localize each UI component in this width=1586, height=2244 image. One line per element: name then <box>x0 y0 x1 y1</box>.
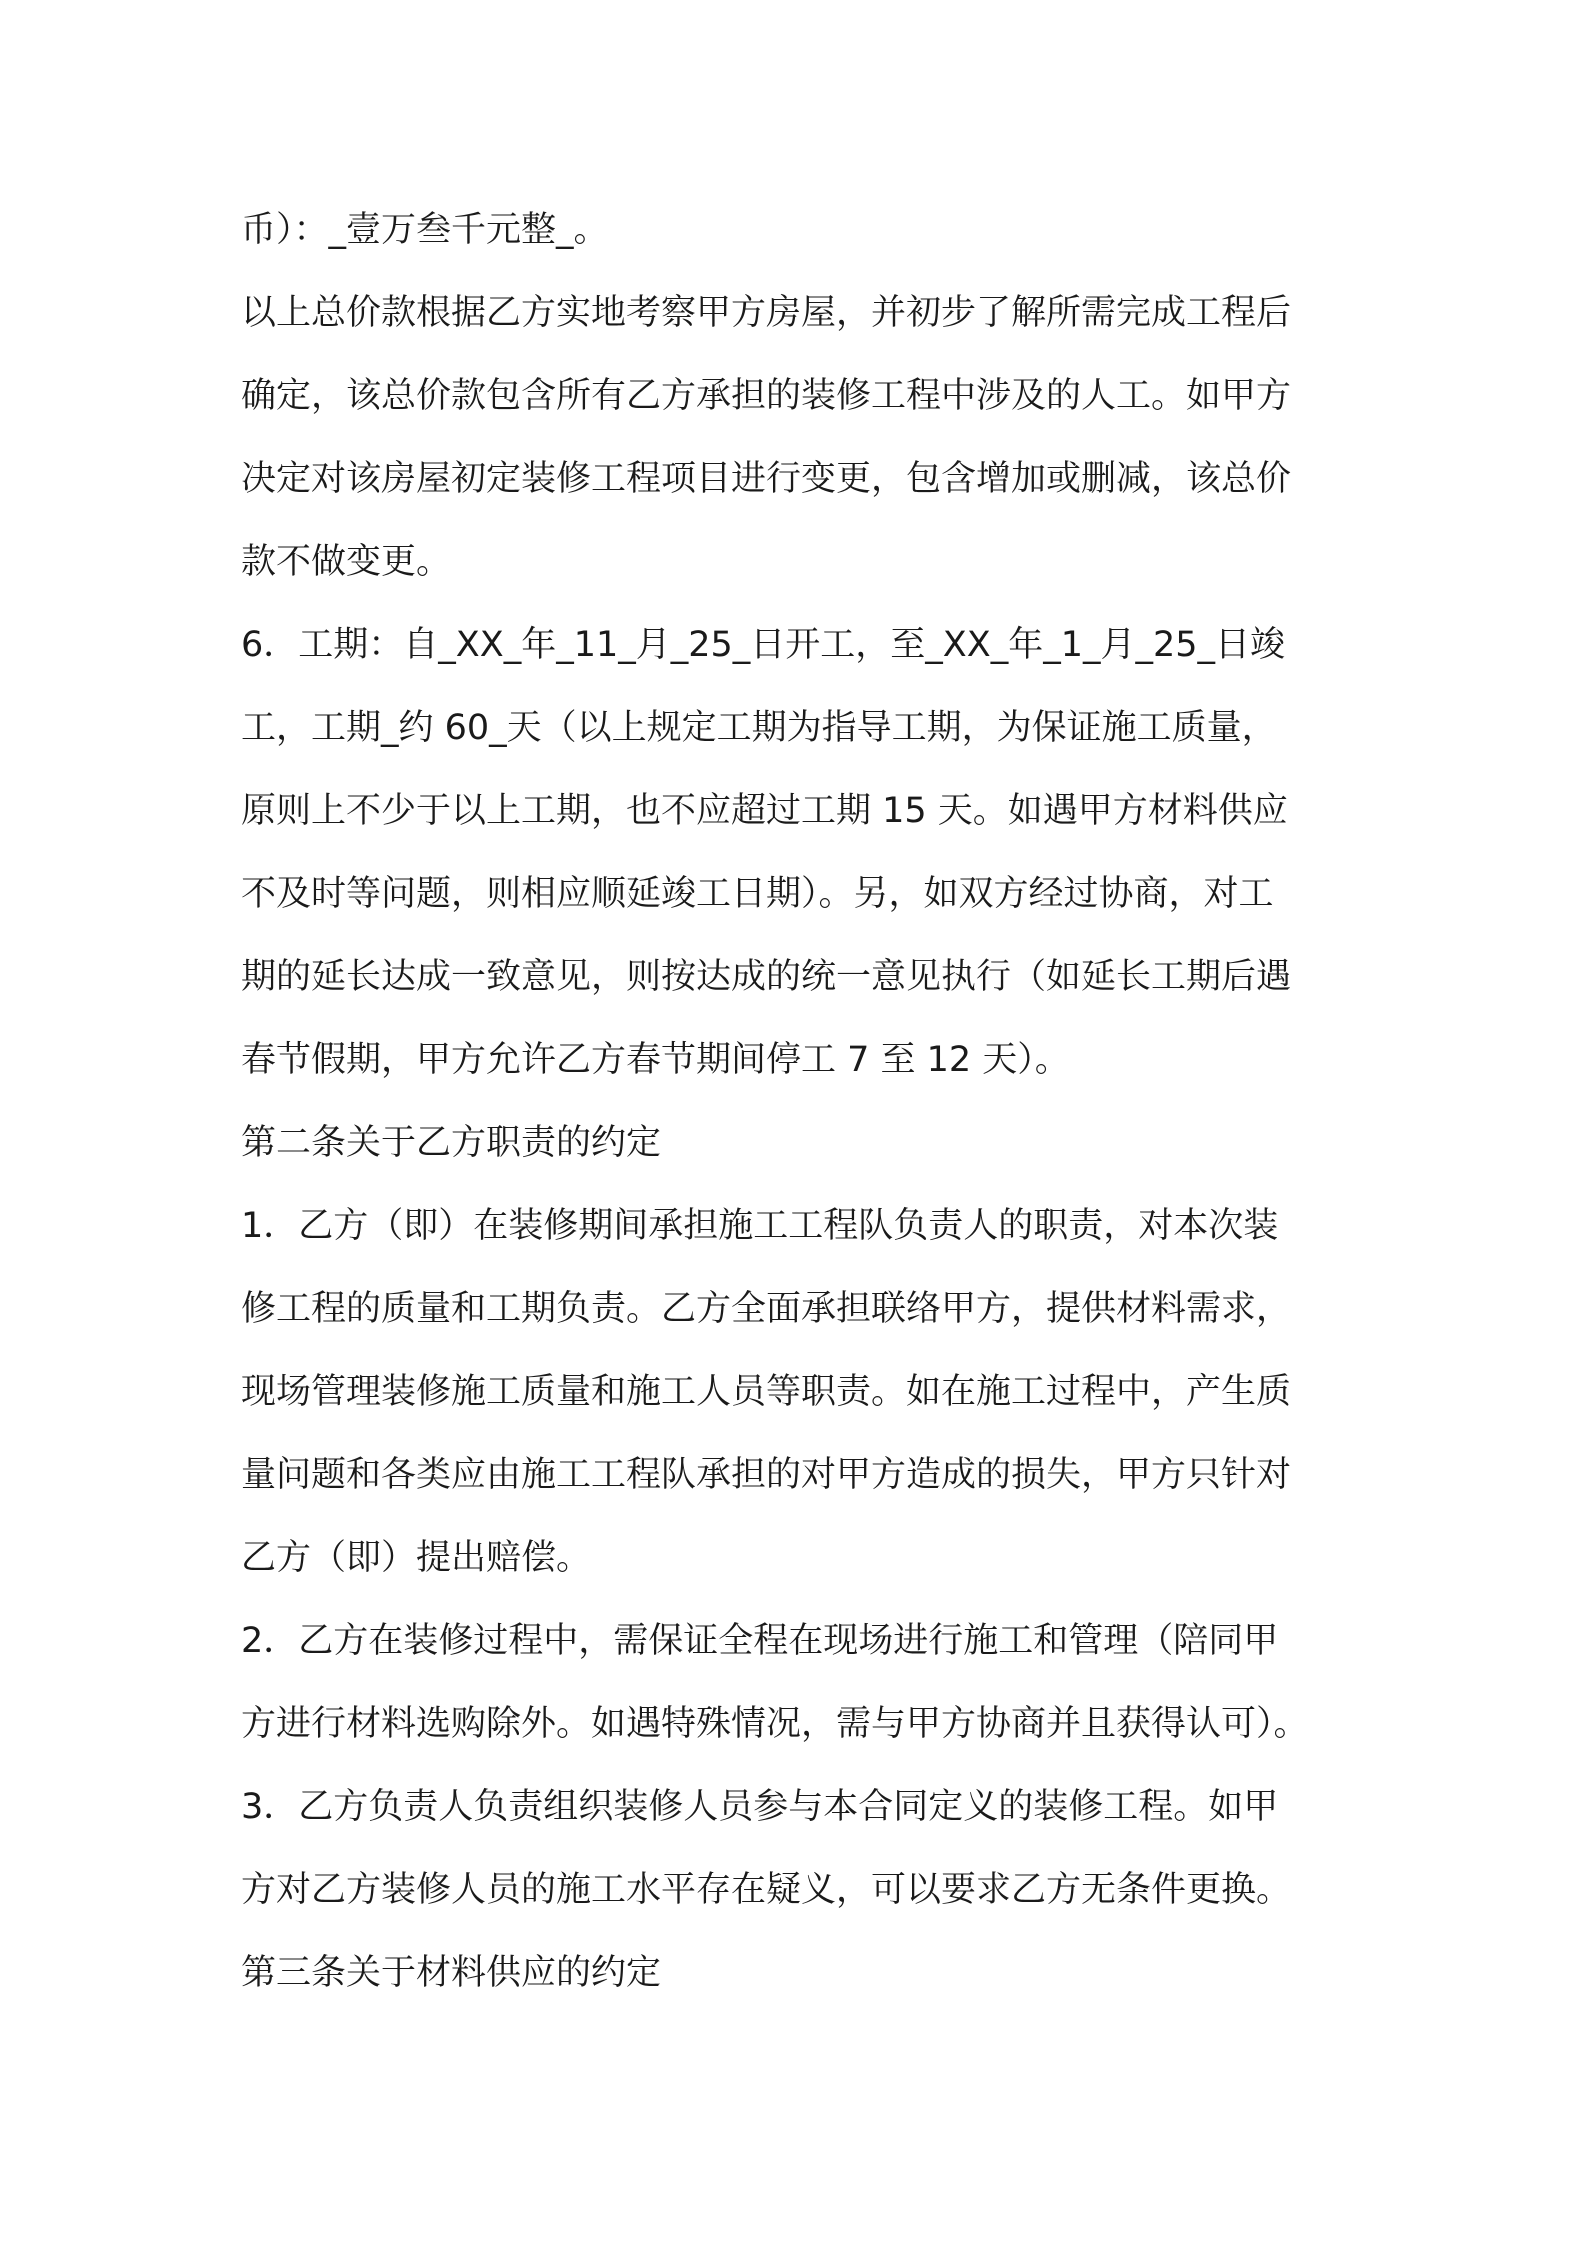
contract-text <box>241 200 1361 2026</box>
text-line: 修工程的质量和工期负责。乙方全面承担联络甲方，提供材料需求， <box>241 1289 1292 1329</box>
text-line: 原则上不少于以上工期，也不应超过工期 15 天。如遇甲方材料供应 <box>241 791 1288 831</box>
text-line-clause-3: 3．乙方负责人负责组织装修人员参与本合同定义的装修工程。如甲 <box>241 1787 1279 1827</box>
text-line-payment-amount: 币）：_壹万叁千元整_。 <box>241 210 609 250</box>
text-line: 工，工期_约 60_天（以上规定工期为指导工期，为保证施工质量， <box>241 708 1277 748</box>
text-line: 确定，该总价款包含所有乙方承担的装修工程中涉及的人工。如甲方 <box>241 376 1292 416</box>
text-line: 决定对该房屋初定装修工程项目进行变更，包含增加或删减，该总价 <box>241 459 1292 499</box>
text-line-schedule: 6．工期：自_XX_年_11_月_25_日开工，至_XX_年_1_月_25_日竣 <box>241 625 1286 665</box>
text-line: 不及时等问题，则相应顺延竣工日期）。另，如双方经过协商，对工 <box>241 874 1274 914</box>
section-heading-article-2: 第二条关于乙方职责的约定 <box>241 1123 662 1163</box>
text-line-clause-2: 2．乙方在装修过程中，需保证全程在现场进行施工和管理（陪同甲 <box>241 1621 1279 1661</box>
section-heading-article-3: 第三条关于材料供应的约定 <box>241 1953 662 1993</box>
text-line: 款不做变更。 <box>241 542 452 582</box>
text-line: 方对乙方装修人员的施工水平存在疑义，可以要求乙方无条件更换。 <box>241 1870 1292 1910</box>
text-line: 乙方（即）提出赔偿。 <box>241 1538 592 1578</box>
text-line: 以上总价款根据乙方实地考察甲方房屋，并初步了解所需完成工程后 <box>241 293 1292 333</box>
text-line: 现场管理装修施工质量和施工人员等职责。如在施工过程中，产生质 <box>241 1372 1292 1412</box>
text-line-clause-1: 1．乙方（即）在装修期间承担施工工程队负责人的职责，对本次装 <box>241 1206 1279 1246</box>
text-line: 春节假期，甲方允许乙方春节期间停工 7 至 12 天）。 <box>241 1040 1070 1080</box>
text-line: 量问题和各类应由施工工程队承担的对甲方造成的损失，甲方只针对 <box>241 1455 1292 1495</box>
text-line: 期的延长达成一致意见，则按达成的统一意见执行（如延长工期后遇 <box>241 957 1292 997</box>
text-line: 方进行材料选购除外。如遇特殊情况，需与甲方协商并且获得认可）。 <box>241 1704 1309 1744</box>
